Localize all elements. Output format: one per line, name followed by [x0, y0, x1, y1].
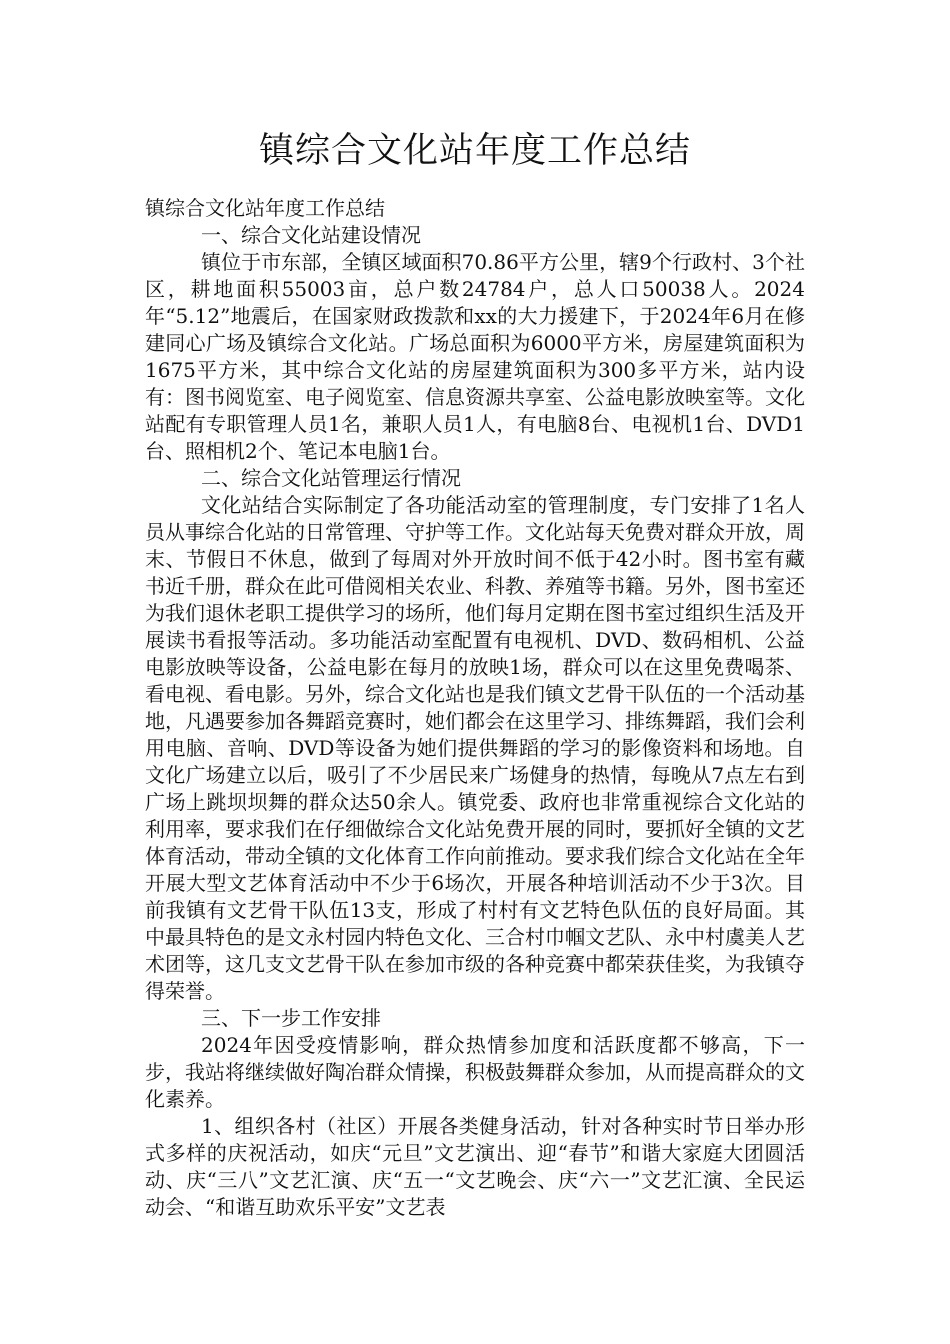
paragraph: 1、组织各村（社区）开展各类健身活动，针对各种实时节日举办形式多样的庆祝活动，如庆“元旦”文艺演出、迎“春节”和谐大家庭大团圆活动、庆“三八”文艺汇演、庆“五一“文艺晚会、庆“六一”文艺汇演、全民运动会、“和谐互助欢乐平安”文艺表 — [145, 1114, 805, 1219]
document-body — [145, 195, 805, 1221]
section-heading: 二、综合文化站管理运行情况 — [201, 466, 461, 490]
paragraph: 镇位于市东部，全镇区域面积70.86平方公里，辖9个行政村、3个社区，耕地面积55003亩，总户数24784户，总人口50038人。2024年“5.12”地震后，在国家财政拨款和xx的大力援建下，于2024年6月在修建同心广场及镇综合文化站。广场总面积为6000平方米，房屋建筑面积为1675平方米，其中综合文化站的房屋建筑面积为300多平方米，站内设有：图书阅览室、电子阅览室、信息资源共享室、公益电影放映室等。文化站配有专职管理人员1名，兼职人员1人，有电脑8台、电视机1台、DVD1台、照相机2个、笔记本电脑1台。 — [145, 250, 805, 463]
document-title: 镇综合文化站年度工作总结 — [258, 131, 691, 171]
paragraph: 文化站结合实际制定了各功能活动室的管理制度，专门安排了1名人员从事综合化站的日常管理、守护等工作。文化站每天免费对群众开放，周末、节假日不休息，做到了每周对外开放时间不低于42小时。图书室有藏书近千册，群众在此可借阅相关农业、科教、养殖等书籍。另外，图书室还为我们退休老职工提供学习的场所，他们每月定期在图书室过组织生活及开展读书看报等活动。多功能活动室配置有电视机、DVD、数码相机、公益电影放映等设备，公益电影在每月的放映1场，群众可以在这里免费喝茶、看电视、看电影。另外，综合文化站也是我们镇文艺骨干队伍的一个活动基地，凡遇要参加各舞蹈竞赛时，她们都会在这里学习、排练舞蹈，我们会利用电脑、音响、DVD等设备为她们提供舞蹈的学习的影像资料和场地。自文化广场建立以后，吸引了不少居民来广场健身的热情，每晚从7点左右到广场上跳坝坝舞的群众达50余人。镇党委、政府也非常重视综合文化站的利用率，要求我们在仔细做综合文化站免费开展的同时，要抓好全镇的文艺体育活动，带动全镇的文化体育工作向前推动。要求我们综合文化站在全年开展大型文艺体育活动中不少于6场次，开展各种培训活动不少于3次。目前我镇有文艺骨干队伍13支，形成了村村有文艺特色队伍的良好局面。其中最具特色的是文永村园内特色文化、三合村巾帼文艺队、永中村虞美人艺术团等，这几支文艺骨干队在参加市级的各种竞赛中都荣获佳奖，为我镇夺得荣誉。 — [145, 493, 805, 1003]
section-heading: 三、下一步工作安排 — [201, 1006, 381, 1030]
document-subtitle: 镇综合文化站年度工作总结 — [145, 196, 385, 220]
paragraph: 2024年因受疫情影响，群众热情参加度和活跃度都不够高，下一步，我站将继续做好陶冶群众情操，积极鼓舞群众参加，从而提高群众的文化素养。 — [145, 1033, 805, 1111]
section-heading: 一、综合文化站建设情况 — [201, 223, 421, 247]
